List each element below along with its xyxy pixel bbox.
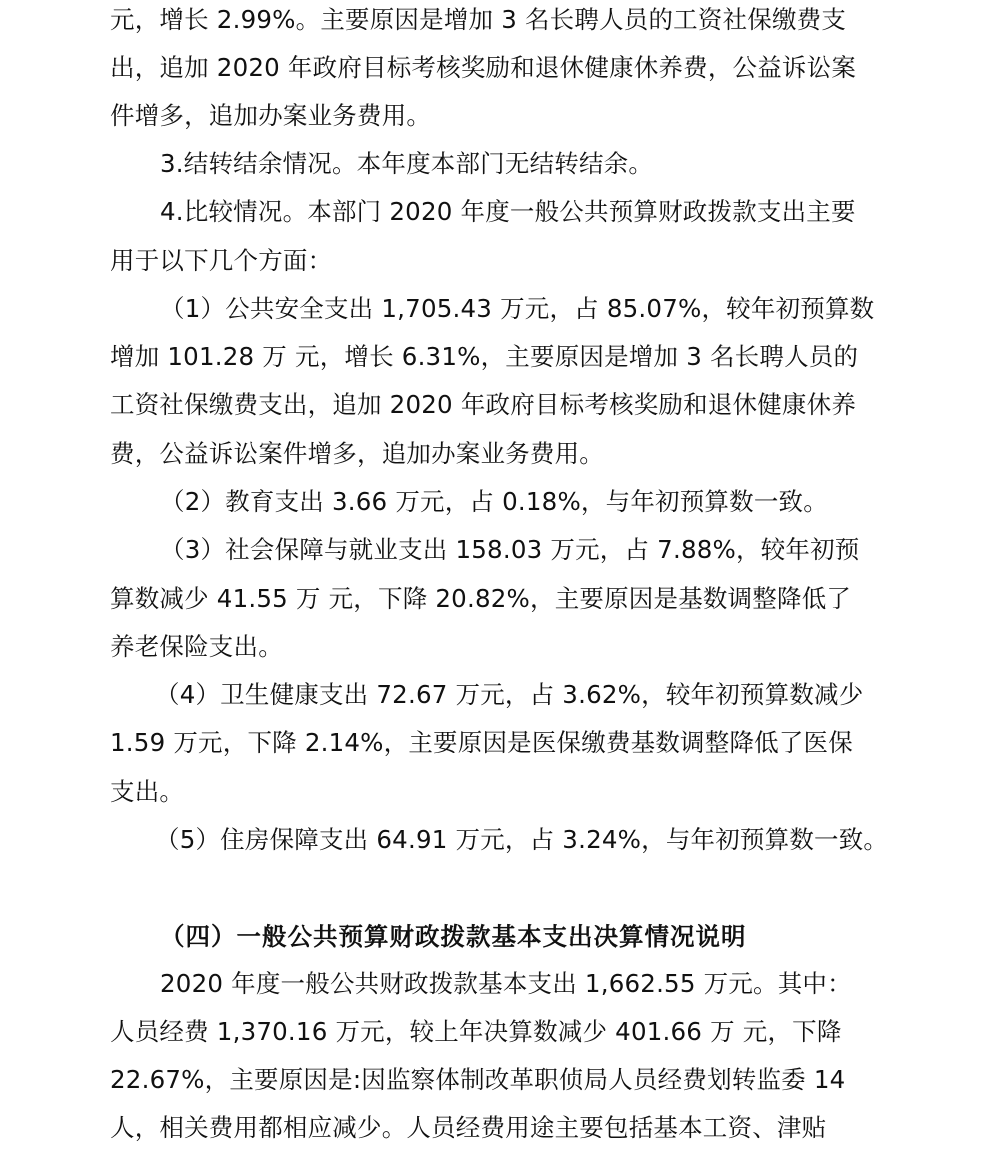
paragraph-line: 用于以下几个方面： <box>110 246 333 275</box>
paragraph-line: 4.比较情况。本部门 2020 年度一般公共预算财政拨款支出主要 <box>160 197 856 226</box>
paragraph-line: 支出。 <box>110 777 185 806</box>
paragraph-line: （1）公共安全支出 1,705.43 万元，占 85.07%，较年初预算数 <box>160 294 875 323</box>
paragraph-line: 增加 101.28 万 元，增长 6.31%，主要原因是增加 3 名长聘人员的 <box>110 342 859 371</box>
paragraph-line: 元，增长 2.99%。主要原因是增加 3 名长聘人员的工资社保缴费支 <box>110 5 847 34</box>
paragraph-line: （5）住房保障支出 64.91 万元，占 3.24%，与年初预算数一致。 <box>155 825 889 854</box>
paragraph-line: （2）教育支出 3.66 万元，占 0.18%，与年初预算数一致。 <box>160 487 828 516</box>
paragraph-line: 件增多，追加办案业务费用。 <box>110 101 432 130</box>
paragraph-line: （3）社会保障与就业支出 158.03 万元，占 7.88%，较年初预 <box>160 535 860 564</box>
paragraph-line: 出，追加 2020 年政府目标考核奖励和退休健康休养费，公益诉讼案 <box>110 53 857 82</box>
paragraph-line: 人，相关费用都相应减少。人员经费用途主要包括基本工资、津贴 <box>110 1113 827 1142</box>
paragraph-line: 工资社保缴费支出，追加 2020 年政府目标考核奖励和退休健康休养 <box>110 390 857 419</box>
paragraph-line: 费，公益诉讼案件增多，追加办案业务费用。 <box>110 439 604 468</box>
paragraph-line: 2020 年度一般公共财政拨款基本支出 1,662.55 万元。其中： <box>160 969 852 998</box>
section-heading: （四）一般公共预算财政拨款基本支出决算情况说明 <box>160 922 747 951</box>
paragraph-line: 3.结转结余情况。本年度本部门无结转结余。 <box>160 149 654 178</box>
paragraph-line: 养老保险支出。 <box>110 632 283 661</box>
paragraph-line: 22.67%，主要原因是:因监察体制改革职侦局人员经费划转监委 14 <box>110 1065 846 1094</box>
paragraph-line: （4）卫生健康支出 72.67 万元，占 3.62%，较年初预算数减少 <box>155 680 864 709</box>
paragraph-line: 算数减少 41.55 万 元，下降 20.82%，主要原因是基数调整降低了 <box>110 584 852 613</box>
paragraph-line: 人员经费 1,370.16 万元，较上年决算数减少 401.66 万 元，下降 <box>110 1017 842 1046</box>
paragraph-line: 1.59 万元，下降 2.14%，主要原因是医保缴费基数调整降低了医保 <box>110 728 853 757</box>
